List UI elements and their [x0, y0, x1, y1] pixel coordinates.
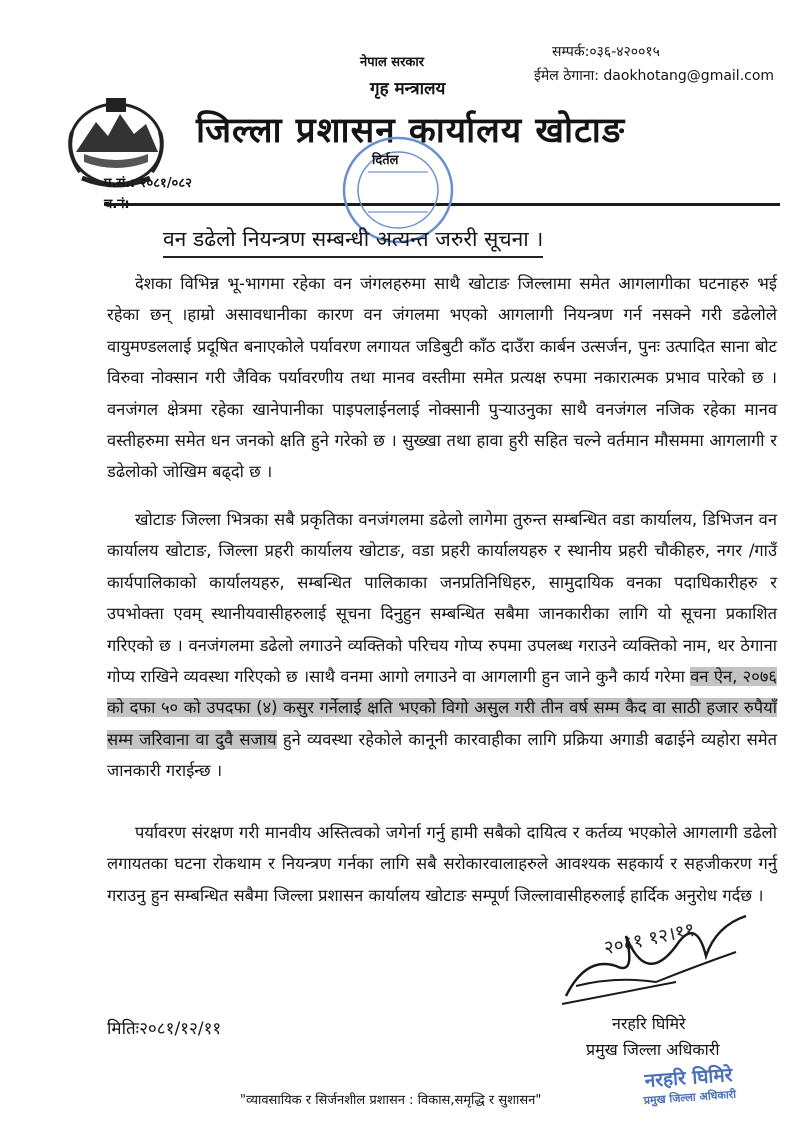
contact-phone: सम्पर्क:०३६-४२००१५ — [552, 44, 660, 60]
stamp-officer-name: नरहरि घिमिरे — [643, 1063, 734, 1093]
notice-paragraph-1 — [107, 268, 777, 488]
letter-date: मितिः२०८१/१२/११ — [107, 1019, 222, 1039]
signer-name: नरहरि घिमिरे — [612, 1014, 686, 1033]
notice-paragraph-2 — [107, 504, 777, 787]
government-name: नेपाल सरकार — [360, 55, 425, 70]
signature-date: २०८१ १२।११ — [601, 918, 697, 960]
forest-act-penalty-highlight: वन ऐन, २०७६ को दफा ५० को उपदफा (४) कसुर गर्नेलाई क्षति भएको विगो असुल गरी तीन वर्ष सम्म कैद वा साठी हजार रुपैयाँ सम्म जरिवाना वा दुवै सजाय — [107, 667, 777, 749]
office-name: जिल्ला प्रशासन कार्यालय खोटाङ — [196, 111, 626, 151]
paragraph-2-text-a: खोटाङ जिल्ला भित्रका सबै प्रकृतिका वनजंगलमा डढेलो लागेमा तुरुन्त सम्बन्धित वडा कार्यालय, डिभिजन वन कार्यालय खोटाङ, जिल्ला प्रहरी कार्यालय खोटाङ, वडा प्रहरी कार्यालयहरु र स्थानीय प्रहरी चौकीहरु, नगर /गाउँ कार्यपालिकाको कार्यालयहरु, सम्बन्धित पालिकाका जनप्रतिनिधिहरु, सामुदायिक वनका पदाधिकारीहरु र उपभोक्ता एवम् स्थानीयवासीहरुलाई सूचना दिनुहुन सम्बन्धित सबैमा जानकारीका लागि यो सूचना प्रकाशित गरिएको छ । वनजंगलमा डढेलो लगाउने व्यक्तिको परिचय गोप्य रुपमा उपलब्ध गराउने व्यक्तिको नाम, थर ठेगाना गोप्य राखिने व्यवस्था गरिएको छ ।साथै वनमा आगो लगाउने वा आगलागी हुन जाने कुनै कार्य गरेमा — [107, 510, 777, 687]
paragraph-3-text: पर्यावरण संरक्षण गरी मानवीय अस्तित्वको जगेर्ना गर्नु हामी सबैको दायित्व र कर्तव्य भएकोले आगलागी डढेलो लगायतका घटना रोकथाम र नियन्त्रण गर्नका लागि सबै सरोकारवालाहरुले आवश्यक सहकार्य र सहजीकरण गर्नु गराउनु हुन सम्बन्धित सबैमा जिल्ला प्रशासन कार्यालय खोटाङ सम्पूर्ण जिल्लावासीहरुलाई हार्दिक अनुरोध गर्दछ । — [107, 823, 777, 905]
reference-number: प.सं.: २०८१/०८२ — [104, 176, 192, 191]
signer-title: प्रमुख जिल्ला अधिकारी — [586, 1040, 720, 1059]
paragraph-1-text: देशका विभिन्न भू-भागमा रहेका वन जंगलहरुमा साथै खोटाङ जिल्लामा समेत आगलागीका घटनाहरु भई रहेका छन् ।हाम्रो असावधानीका कारण वन जंगलमा भएको आगलागी नियन्त्रण गर्न नसक्ने गरी डढेलोले वायुमण्डललाई प्रदूषित बनाएकोले पर्यावरण लगायत जडिबुटी काँठ दाउँरा कार्बन उत्सर्जन, पुनः उत्पादित साना बोट विरुवा नोक्सान गरी जैविक पर्यावरणीय तथा मानव वस्तीमा समेत प्रत्यक्ष रुपमा नकारात्मक प्रभाव पारेको छ । वनजंगल क्षेत्रमा रहेका खानेपानीका पाइपलाईनलाई नोक्सानी पुऱ्याउनुका साथै वनजंगल नजिक रहेका मानव वस्तीहरुमा समेत धन जनको क्षति हुने गरेको छ । सुख्खा तथा हावा हुरी सहित चल्ने वर्तमान मौसममा आगलागी र डढेलोको जोखिम बढ्दो छ । — [107, 274, 777, 482]
notice-title: वन डढेलो नियन्त्रण सम्बन्धी अत्यन्त जरुरी सूचना । — [163, 225, 543, 258]
office-motto: "व्यावसायिक र सिर्जनशील प्रशासन : विकास,समृद्धि र सुशासन" — [240, 1093, 542, 1108]
officer-name-stamp — [613, 1059, 765, 1110]
paragraph-2-text-b: हुने व्यवस्था रहेकोले कानूनी कारवाहीका लागि प्रक्रिया अगाडी बढाईने व्यहोरा समेत जानकारी गराईन्छ । — [107, 729, 777, 781]
ministry-name: गृह मन्त्रालय — [370, 79, 446, 99]
contact-email — [534, 66, 774, 85]
stamp-officer-title: प्रमुख जिल्ला अधिकारी — [643, 1087, 737, 1108]
dispatch-stamp-label: दिर्तल — [372, 153, 399, 168]
email-address: daokhotang@gmail.com — [603, 68, 775, 84]
email-label: ईमेल ठेगाना: — [534, 68, 599, 84]
signature-icon — [556, 896, 786, 1014]
